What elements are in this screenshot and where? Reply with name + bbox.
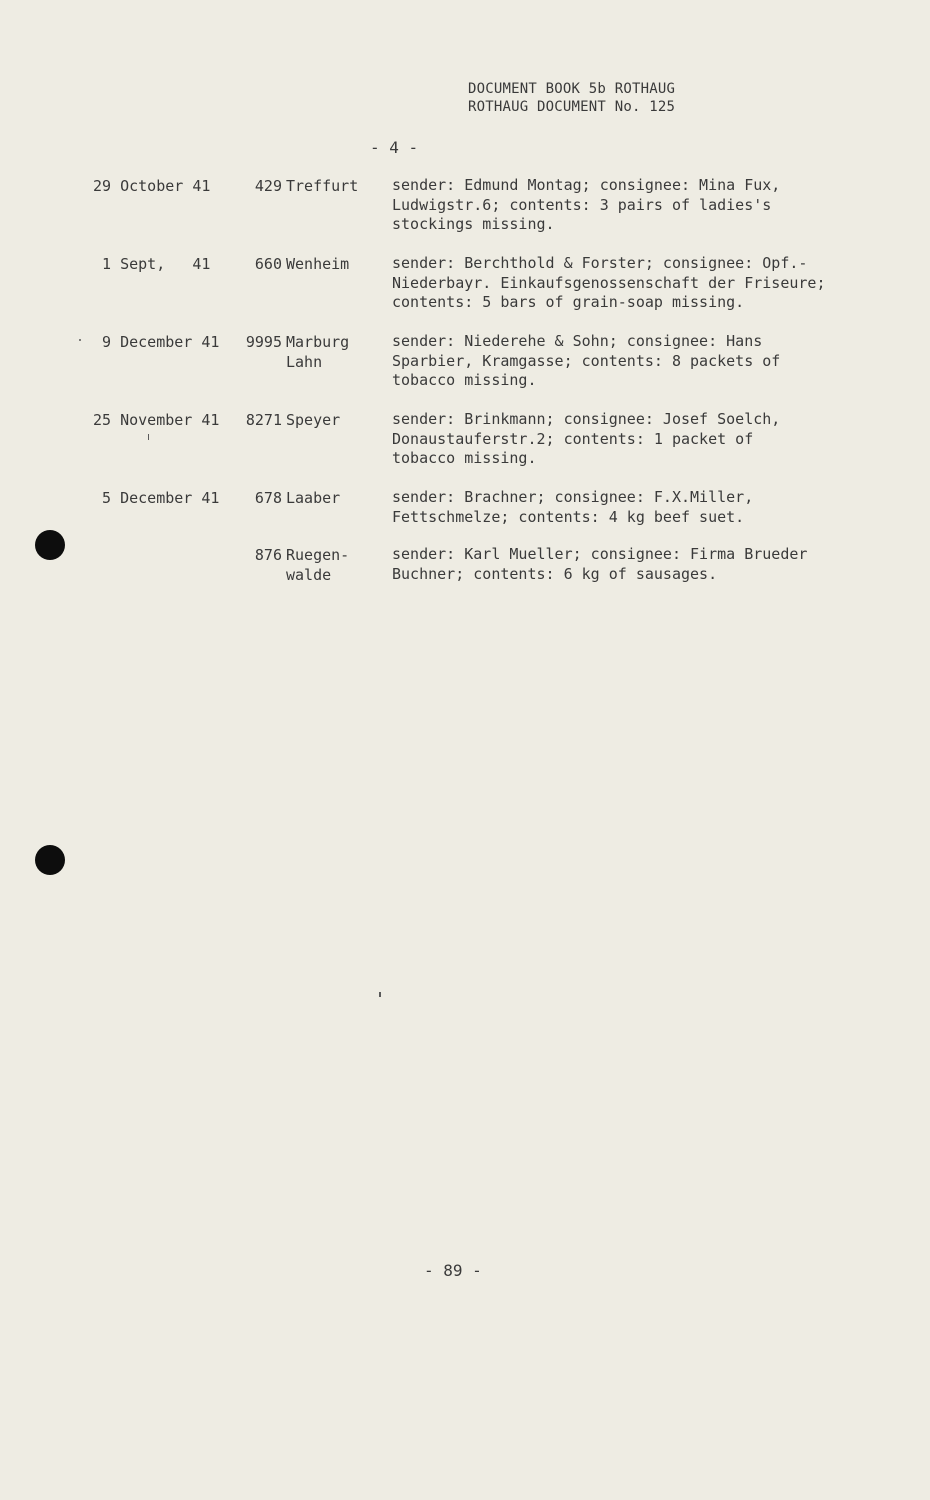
entry-description [392,254,872,313]
entry-place [286,176,386,196]
entry-description [392,176,872,235]
entry-place-line-2: walde [286,566,332,584]
entry-desc-line: sender: Edmund Montag; consignee: Mina Fux, [392,176,781,194]
entry-description [392,545,872,584]
entry-desc-line: sender: Niederehe & Sohn; consignee: Hans [392,332,763,350]
entry-desc-line: sender: Brinkmann; consignee: Josef Soelch, [392,410,781,428]
entries-list [0,176,930,623]
entry-row [0,488,930,545]
entry-description [392,488,872,527]
entry-number: 9995 [245,333,282,351]
document-header [468,80,675,116]
entry-description [392,410,872,469]
entry-place-line-1: Treffurt [286,177,359,195]
entry-number: 660 [254,255,282,273]
entry-date: 5 December 41 [93,489,220,507]
entry-date: 9 December 41 [93,333,220,351]
entry-desc-line: Niederbayr. Einkaufsgenossenschaft der Friseure; [392,273,826,292]
entry-description [392,332,872,391]
entry-place [286,332,386,372]
entry-desc-line: stockings missing. [392,215,555,233]
entry-row [0,254,930,332]
punch-hole [35,845,65,875]
header-line-2: ROTHAUG DOCUMENT No. 125 [468,99,676,115]
entry-desc-line: tobacco missing. [392,371,537,389]
page-label: - 4 - [370,138,419,157]
entry-place-line-1: Wenheim [286,255,350,273]
entry-place-line-1: Speyer [286,411,341,429]
entry-number: 678 [254,489,282,507]
punch-hole [35,530,65,560]
entry-desc-line: Fettschmelze; contents: 4 kg beef suet. [392,507,745,526]
entry-number: 429 [254,177,282,195]
footer-page-number: - 89 - [424,1261,482,1280]
entry-place-line-1: Marburg [286,333,350,351]
entry-row [0,176,930,254]
entry-place-line-1: Laaber [286,489,341,507]
entry-number: 8271 [245,411,282,429]
entry-date: 29 October 41 [93,177,211,195]
entry-date: 1 Sept, 41 [93,255,211,273]
entry-desc-line: tobacco missing. [392,449,537,467]
entry-number: 876 [254,546,282,564]
entry-row [0,545,930,623]
entry-desc-line: contents: 5 bars of grain-soap missing. [392,293,745,311]
entry-desc-line: sender: Berchthold & Forster; consignee: Opf.- [392,254,808,272]
paper-speck [379,992,381,997]
entry-place [286,488,386,508]
entry-place-line-2: Lahn [286,353,323,371]
entry-place-line-1: Ruegen- [286,546,350,564]
entry-desc-line: sender: Karl Mueller; consignee: Firma Brueder [392,545,808,563]
entry-date: 25 November 41 [93,411,220,429]
paper-speck [79,339,81,341]
entry-desc-line: Buchner; contents: 6 kg of sausages. [392,564,718,583]
entry-desc-line: sender: Brachner; consignee: F.X.Miller, [392,488,754,506]
entry-row [0,410,930,488]
entry-desc-line: Ludwigstr.6; contents: 3 pairs of ladies's [392,195,772,214]
entry-desc-line: Sparbier, Kramgasse; contents: 8 packets of [392,351,781,370]
entry-row [0,332,930,410]
entry-place [286,410,386,430]
entry-desc-line: Donaustauferstr.2; contents: 1 packet of [392,429,754,448]
paper-speck [148,434,149,440]
entry-place [286,545,386,585]
header-line-1: DOCUMENT BOOK 5b ROTHAUG [468,81,676,97]
entry-place [286,254,386,274]
